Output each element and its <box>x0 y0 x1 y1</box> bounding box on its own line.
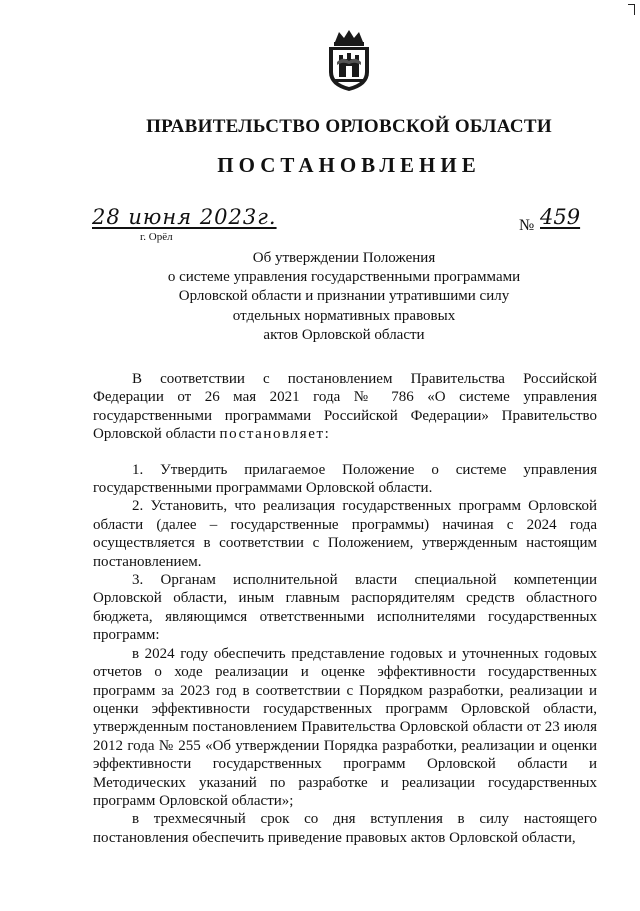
preamble-verb: постановляет: <box>219 426 331 443</box>
handwritten-date: 28 июня 2023г. <box>92 205 277 229</box>
handwritten-document-number: 459 <box>540 205 581 229</box>
orel-oblast-coat-of-arms-icon <box>325 28 373 92</box>
preamble-text: В соответствии с постановлением Правительства Российской Федерации от 26 мая 2021 года № 786 «О системе управления государственными программами Российской Федерации» Правительство Орловской области <box>93 371 597 443</box>
document-type-title: ПОСТАНОВЛЕНИЕ <box>217 153 481 177</box>
item-paragraph: 1. Утвердить прилагаемое Положение о системе управления государственными программами Орловской области. <box>93 461 597 497</box>
organization-title: ПРАВИТЕЛЬСТВО ОРЛОВСКОЙ ОБЛАСТИ <box>146 116 552 137</box>
subitem-paragraph: в 2024 году обеспечить представление годовых и уточненных годовых отчетов о ходе реализации и оценке эффективности государственных программ за 2023 год в соответствии с Порядком разработки, реализации и оценки эффективности государственных программ Орловской области, утвержденным постановлением Правительства Орловской области от 23 июля 2012 года № 255 «Об утверждении Порядка разработки, реализации и оценки эффективности государственных программ Орловской области и Методических указаний по разработке и реализации государственных программ Орловской области»; <box>93 645 597 809</box>
item-paragraph: 2. Установить, что реализация государственных программ Орловской области (далее – государственные программы) начиная с 2024 года осуществляется в соответствии с Положением, утвержденным настоящим постановлением. <box>93 498 597 570</box>
page-corner-mark <box>628 4 635 15</box>
document-body <box>93 370 597 847</box>
subject-line: Об утверждении Положения <box>252 250 436 266</box>
item-paragraph: 3. Органам исполнительной власти специальной компетенции Орловской области, иным главным распорядителям средств областного бюджета, являющимся ответственными исполнителями государственных программ: <box>93 572 597 644</box>
preamble-paragraph <box>93 370 597 444</box>
subject-line: Орловской области и признании утратившими силу <box>178 288 510 305</box>
document-subject <box>152 249 536 345</box>
subject-line: актов Орловской области <box>263 326 425 343</box>
city-label: г. Орёл <box>140 231 173 243</box>
subitem-paragraph: в трехмесячный срок со дня вступления в силу настоящего постановления обеспечить приведение правовых актов Орловской области, <box>93 811 597 846</box>
number-sign: № <box>519 217 535 234</box>
subject-line: отдельных нормативных правовых <box>232 307 456 324</box>
subject-line: о системе управления государственными программами <box>167 269 521 286</box>
